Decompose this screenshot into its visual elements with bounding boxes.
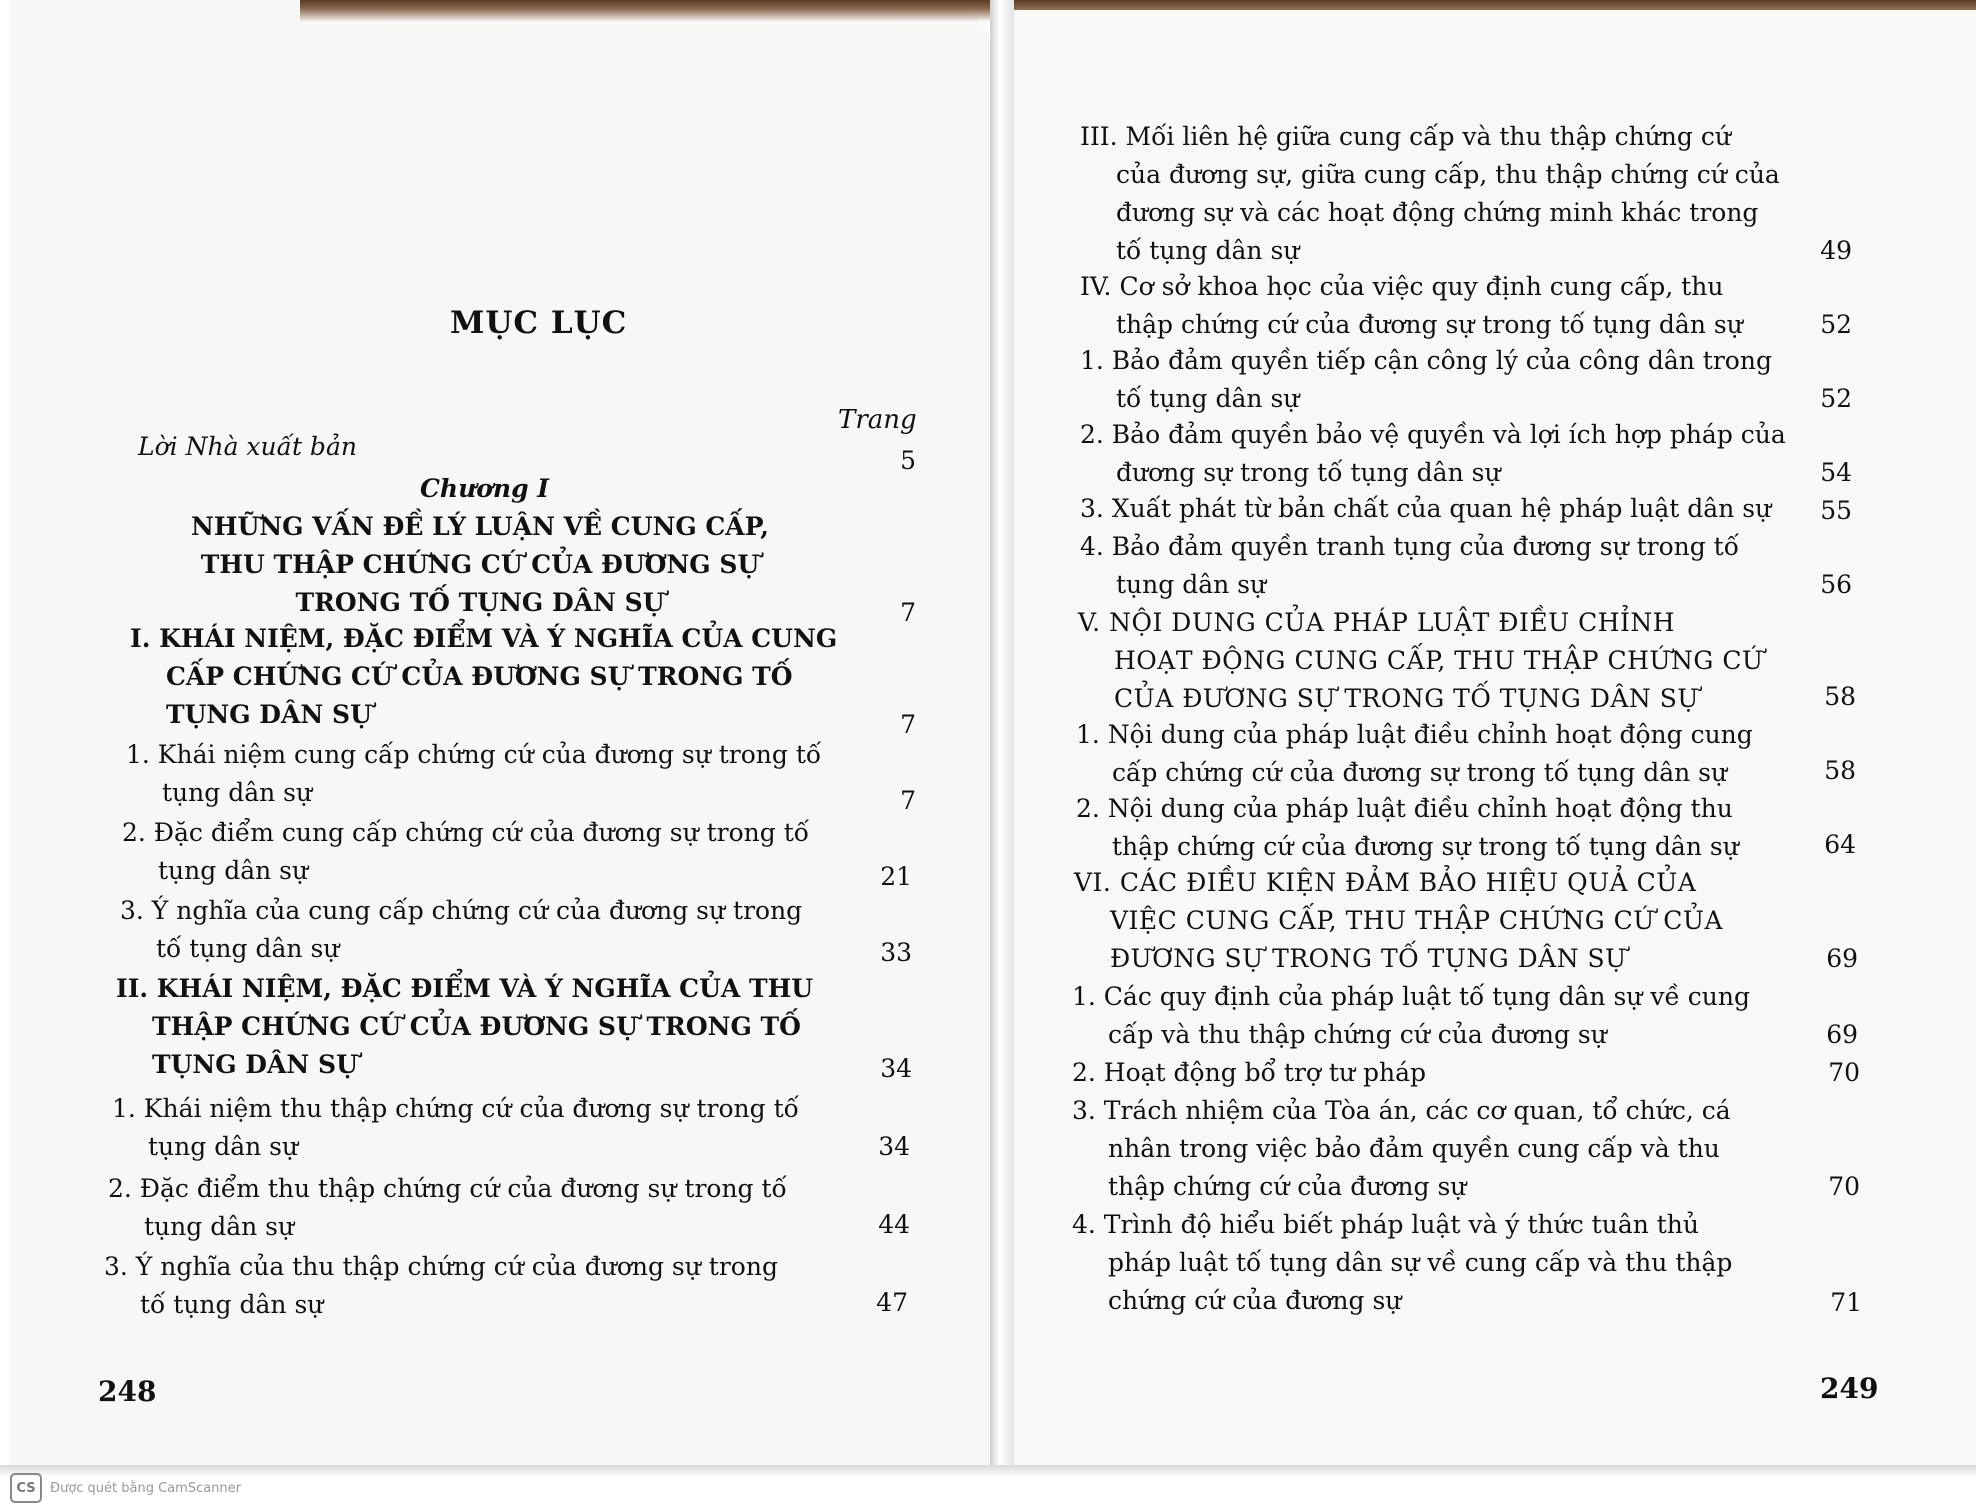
page-column-label: Trang	[838, 405, 917, 435]
toc-page-number: 7	[900, 598, 916, 627]
toc-entry-text: Lời Nhà xuất bản	[138, 432, 357, 461]
toc-page-number: 58	[1824, 756, 1856, 785]
toc-page-number: 33	[880, 938, 912, 967]
toc-page-number: 7	[900, 710, 916, 739]
toc-entry: 1. Khái niệm thu thập chứng cứ của đương sự trong tố tụng dân sự	[112, 1094, 799, 1161]
toc-entry: 2. Đặc điểm cung cấp chứng cứ của đương sự trong tố tụng dân sự	[122, 818, 810, 885]
toc-page-number: 47	[876, 1288, 908, 1317]
toc-entry: II. KHÁI NIỆM, ĐẶC ĐIỂM VÀ Ý NGHĨA CỦA THU THẬP CHỨNG CỨ CỦA ĐƯƠNG SỰ TRONG TỐ TỤNG DÂN SỰ	[116, 974, 813, 1079]
page-number-left: 248	[98, 1375, 157, 1408]
toc-entry: I. KHÁI NIỆM, ĐẶC ĐIỂM VÀ Ý NGHĨA CỦA CUNG CẤP CHỨNG CỨ CỦA ĐƯƠNG SỰ TRONG TỐ TỤNG DÂN SỰ	[130, 624, 838, 729]
toc-entry: III. Mối liên hệ giữa cung cấp và thu thập chứng cứ của đương sự, giữa cung cấp, thu thập chứng cứ của đương sự và các hoạt động chứng minh khác trong tố tụng dân sự	[1080, 122, 1780, 265]
toc-page-number: 49	[1820, 236, 1852, 265]
page-bottom-edge	[0, 1465, 1976, 1477]
toc-page-number: 34	[880, 1054, 912, 1083]
toc-entry: 1. Nội dung của pháp luật điều chỉnh hoạt động cung cấp chứng cứ của đương sự trong tố tụng dân sự	[1076, 720, 1753, 787]
toc-entry: V. NỘI DUNG CỦA PHÁP LUẬT ĐIỀU CHỈNH HOẠT ĐỘNG CUNG CẤP, THU THẬP CHỨNG CỨ CỦA ĐƯƠNG SỰ TRONG TỐ TỤNG DÂN SỰ	[1078, 608, 1764, 713]
toc-entry: 1. Bảo đảm quyền tiếp cận công lý của công dân trong tố tụng dân sự	[1080, 346, 1772, 413]
toc-page-number: 55	[1820, 496, 1852, 525]
toc-page-number: 69	[1826, 1020, 1858, 1049]
toc-entry: 1. Khái niệm cung cấp chứng cứ của đương sự trong tố tụng dân sự	[126, 740, 822, 807]
toc-entry-intro	[138, 428, 357, 466]
toc-page-number: 58	[1824, 682, 1856, 711]
toc-entry: 4. Bảo đảm quyền tranh tụng của đương sự trong tố tụng dân sự	[1080, 532, 1740, 599]
toc-entry: 1. Các quy định của pháp luật tố tụng dân sự về cung cấp và thu thập chứng cứ của đương sự	[1072, 982, 1750, 1049]
toc-page-number: 70	[1828, 1172, 1860, 1201]
chapter-label: Chương I	[420, 474, 549, 503]
toc-entry: 3. Ý nghĩa của thu thập chứng cứ của đương sự trong tố tụng dân sự	[104, 1252, 778, 1319]
toc-entry: 3. Ý nghĩa của cung cấp chứng cứ của đương sự trong tố tụng dân sự	[120, 896, 803, 963]
toc-entry: 4. Trình độ hiểu biết pháp luật và ý thức tuân thủ pháp luật tố tụng dân sự về cung cấp và thu thập chứng cứ của đương sự	[1072, 1210, 1733, 1315]
toc-page-number: 71	[1830, 1288, 1862, 1317]
toc-page-number: 52	[1820, 384, 1852, 413]
toc-page-number: 70	[1828, 1058, 1860, 1087]
toc-page-number: 54	[1820, 458, 1852, 487]
toc-page-number: 69	[1826, 944, 1858, 973]
toc-page-number: 7	[900, 786, 916, 815]
camscanner-logo-icon: CS	[10, 1473, 42, 1503]
book-gutter	[990, 0, 1014, 1475]
toc-entry: 3. Trách nhiệm của Tòa án, các cơ quan, tổ chức, cá nhân trong việc bảo đảm quyền cung cấp và thu thập chứng cứ của đương sự	[1072, 1096, 1731, 1201]
toc-page-number: 64	[1824, 830, 1856, 859]
chapter-title: NHỮNG VẤN ĐỀ LÝ LUẬN VỀ CUNG CẤP, THU THẬP CHỨNG CỨ CỦA ĐƯƠNG SỰ TRONG TỐ TỤNG DÂN SỰ	[191, 512, 769, 617]
watermark-text: Được quét bằng CamScanner	[50, 1480, 242, 1496]
scanner-watermark	[10, 1474, 241, 1502]
toc-page-number: 44	[878, 1210, 910, 1239]
toc-entry: IV. Cơ sở khoa học của việc quy định cung cấp, thu thập chứng cứ của đương sự trong tố tụng dân sự	[1080, 272, 1743, 339]
toc-entry: 2. Bảo đảm quyền bảo vệ quyền và lợi ích hợp pháp của đương sự trong tố tụng dân sự	[1080, 420, 1786, 487]
toc-entry: 2. Hoạt động bổ trợ tư pháp	[1072, 1058, 1427, 1087]
toc-entry: 2. Đặc điểm thu thập chứng cứ của đương sự trong tố tụng dân sự	[108, 1174, 787, 1241]
toc-page-number: 5	[900, 446, 916, 475]
toc-title: MỤC LỤC	[450, 305, 628, 341]
toc-entry: 3. Xuất phát từ bản chất của quan hệ pháp luật dân sự	[1080, 494, 1772, 523]
toc-page-number: 56	[1820, 570, 1852, 599]
page-number-right: 249	[1820, 1372, 1879, 1405]
toc-page-number: 34	[878, 1132, 910, 1161]
toc-page-number: 21	[880, 862, 912, 891]
toc-entry: VI. CÁC ĐIỀU KIỆN ĐẢM BẢO HIỆU QUẢ CỦA VIỆC CUNG CẤP, THU THẬP CHỨNG CỨ CỦA ĐƯƠNG SỰ TRONG TỐ TỤNG DÂN SỰ	[1074, 868, 1724, 973]
toc-entry: 2. Nội dung của pháp luật điều chỉnh hoạt động thu thập chứng cứ của đương sự trong tố tụng dân sự	[1076, 794, 1739, 861]
toc-page-number: 52	[1820, 310, 1852, 339]
